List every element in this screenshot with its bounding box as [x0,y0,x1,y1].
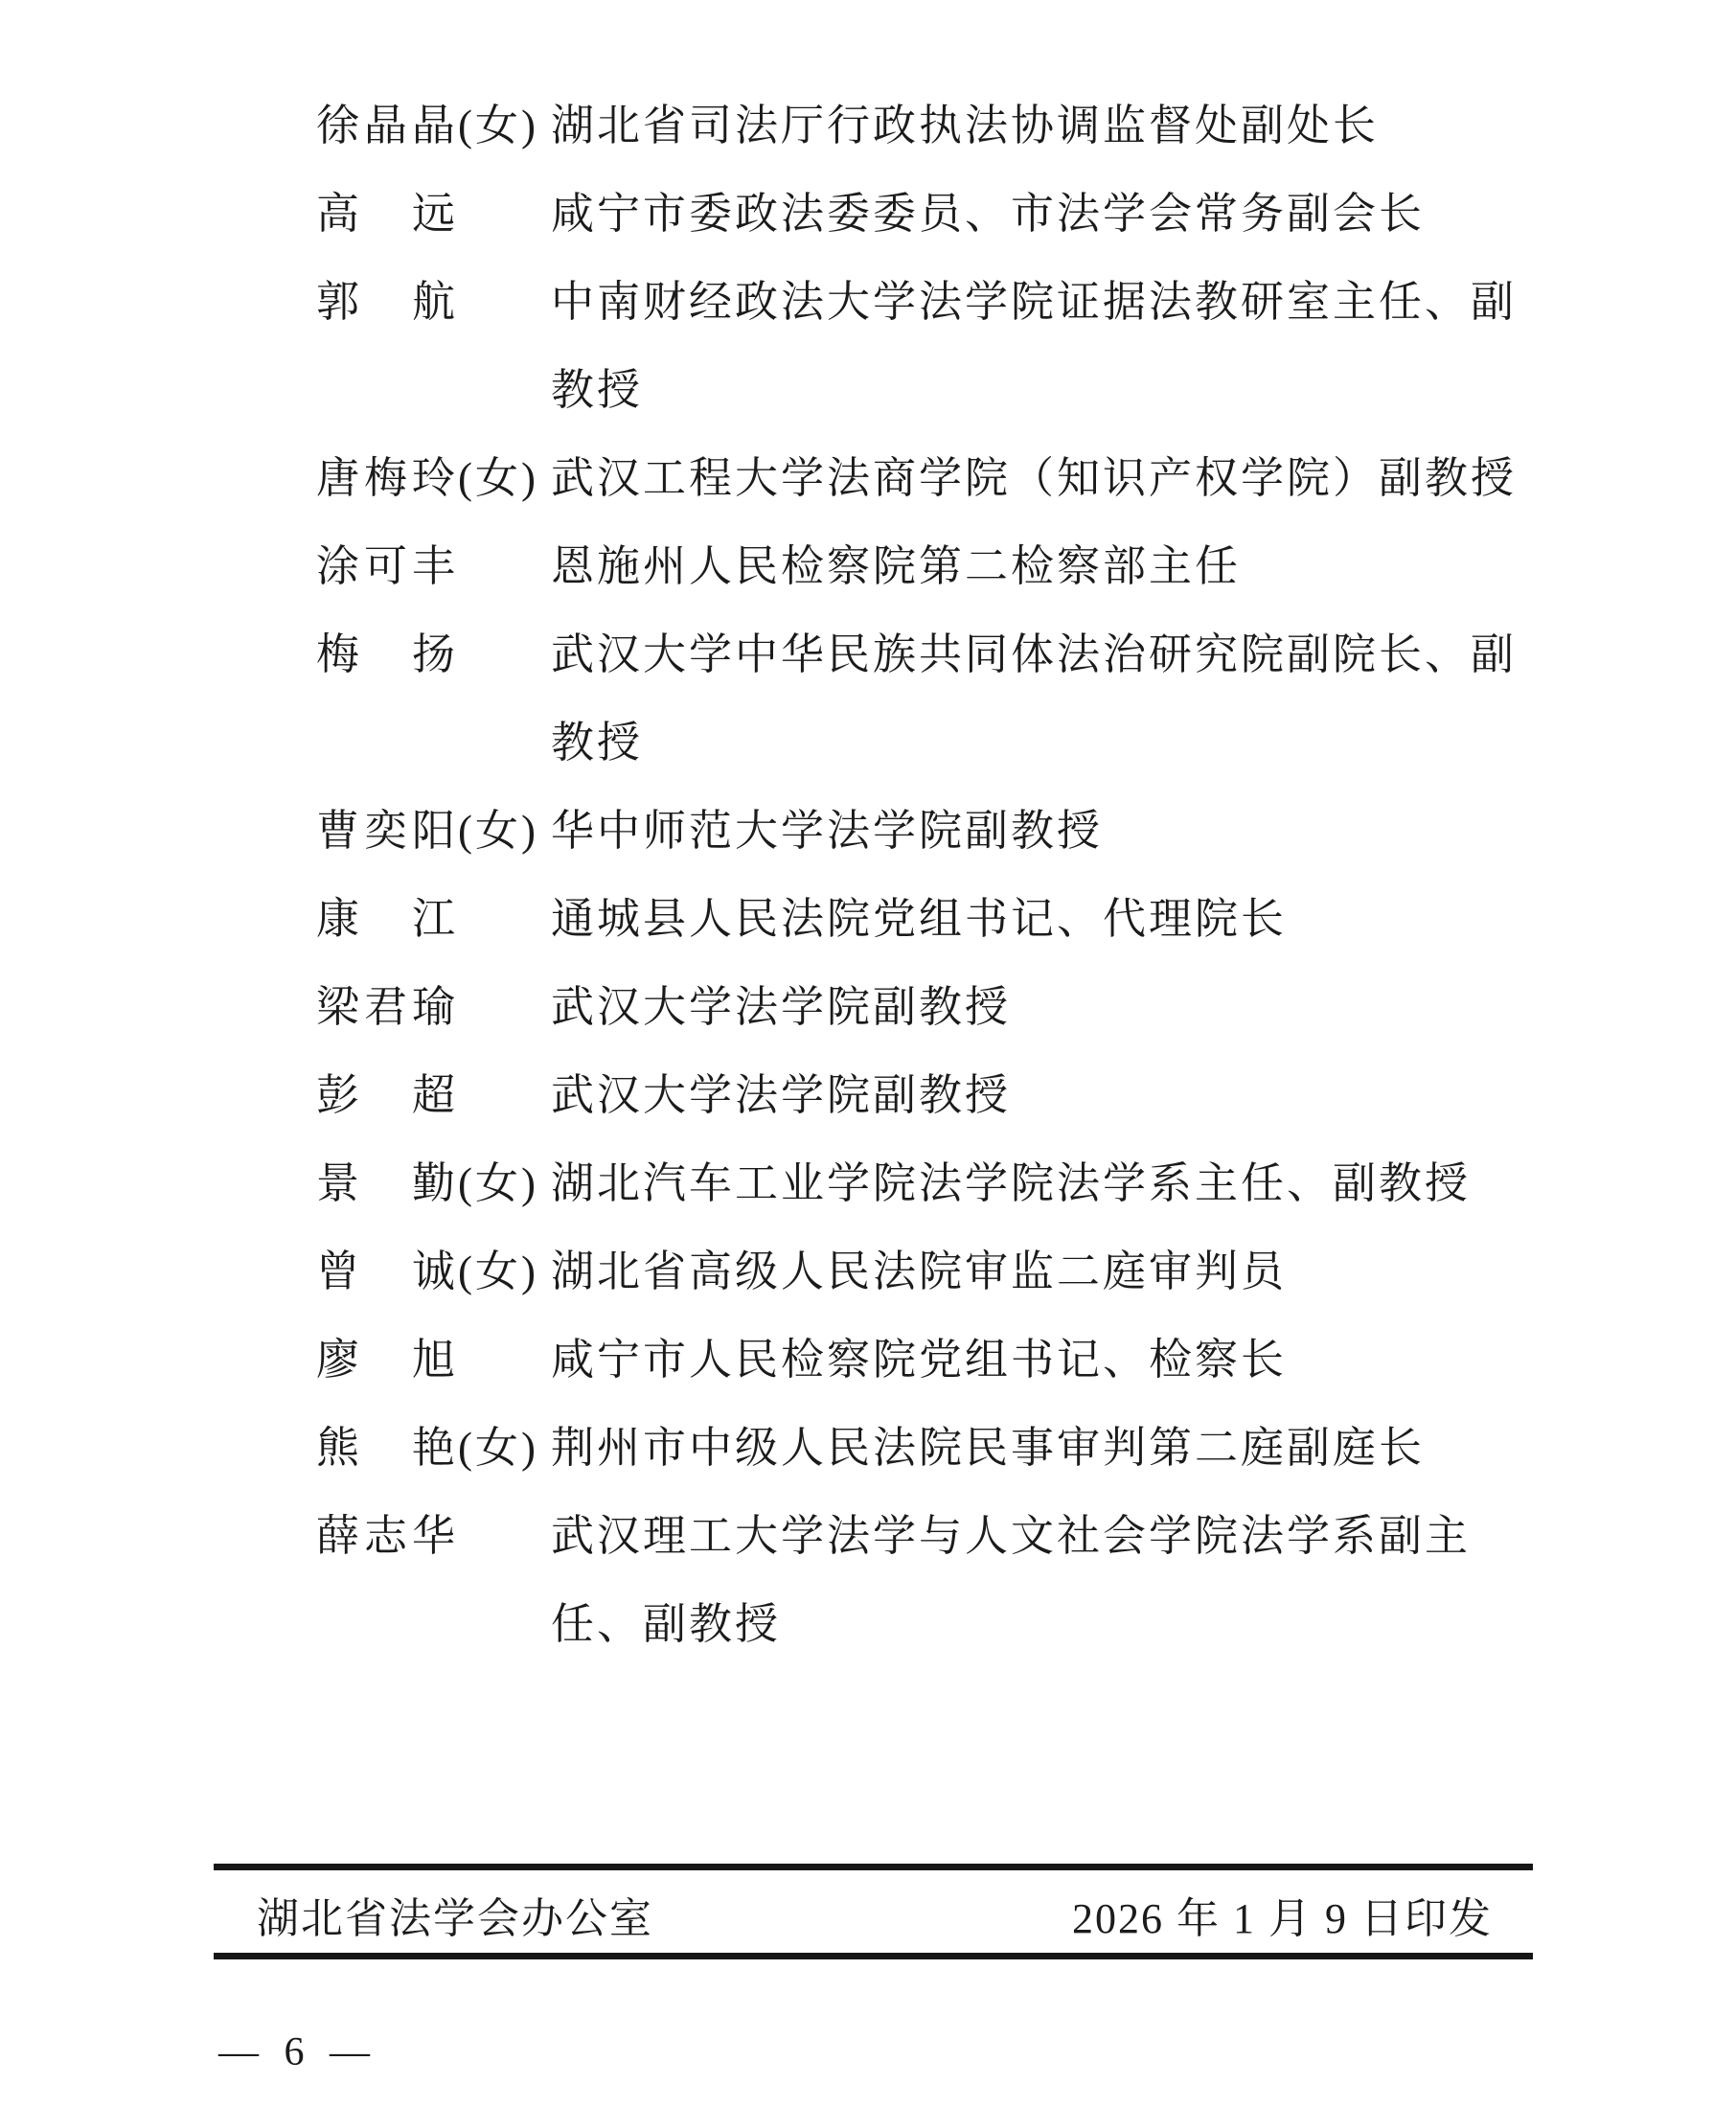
appointee-name: 梁君瑜 [316,983,458,1031]
position-line: 荆州市中级人民法院民事审判第二庭副庭长 [551,1424,1426,1472]
position-line: 湖北汽车工业学院法学院法学系主任、副教授 [551,1159,1472,1207]
appointee-entry [316,258,1573,434]
gender-note: (女) [458,102,538,149]
appointee-name: 涂可丰 [316,542,458,590]
position-line: 武汉工程大学法商学院（知识产权学院）副教授 [551,454,1518,502]
appointee-name: 曾诚 [316,1248,458,1295]
position-line: 中南财经政法大学法学院证据法教研室主任、副 [551,278,1518,326]
position-text [551,1404,1573,1492]
position-line: 教授 [551,366,644,414]
gender-note: (女) [458,807,538,855]
position-line: 武汉理工大学法学与人文社会学院法学系副主 [551,1512,1472,1560]
appointee-name: 唐梅玲 [316,454,458,502]
appointee-name: 高远 [316,190,458,238]
position-line: 咸宁市人民检察院党组书记、检察长 [551,1336,1288,1384]
position-text [551,1139,1573,1227]
issuing-office: 湖北省法学会办公室 [257,1895,653,1942]
appointee-name: 郭航 [316,278,458,326]
appointee-entry [316,963,1573,1051]
appointee-entry [316,1492,1573,1668]
appointee-entry [316,522,1573,610]
gender-note: (女) [458,1159,538,1207]
gender-note: (女) [458,1424,538,1472]
appointee-entry [316,170,1573,258]
appointee-entry [316,1139,1573,1227]
footer-bottom-rule [214,1953,1533,1959]
appointee-entry [316,1227,1573,1316]
position-line: 湖北省高级人民法院审监二庭审判员 [551,1248,1288,1295]
position-line: 任、副教授 [551,1600,782,1648]
page-number: — 6 — [218,2030,377,2074]
position-line: 华中师范大学法学院副教授 [551,807,1104,855]
appointee-name: 薛志华 [316,1512,458,1560]
position-text [551,258,1573,434]
position-text [551,963,1573,1051]
gender-note: (女) [458,454,538,502]
appointee-name: 康江 [316,895,458,943]
appointee-name: 徐晶晶 [316,102,458,149]
position-line: 咸宁市委政法委委员、市法学会常务副会长 [551,190,1426,238]
appointee-entry [316,787,1573,875]
position-line: 恩施州人民检察院第二检察部主任 [551,542,1242,590]
appointee-entry [316,1051,1573,1139]
position-line: 教授 [551,719,644,767]
appointee-entry [316,1404,1573,1492]
position-text [551,1051,1573,1139]
appointee-name: 景勤 [316,1159,458,1207]
position-line: 湖北省司法厅行政执法协调监督处副处长 [551,102,1380,149]
footer-row [214,1886,1533,1943]
print-date: 2026 年 1 月 9 日印发 [1072,1895,1493,1942]
appointee-name: 彭超 [316,1071,458,1119]
appointee-name: 廖旭 [316,1336,458,1384]
position-text [551,1492,1573,1668]
appointee-list [316,81,1573,1668]
appointee-name: 熊艳 [316,1424,458,1472]
appointee-entry [316,610,1573,787]
position-line: 武汉大学法学院副教授 [551,983,1012,1031]
appointee-entry [316,1316,1573,1404]
appointee-name: 曹奕阳 [316,807,458,855]
position-text [551,787,1573,875]
position-line: 通城县人民法院党组书记、代理院长 [551,895,1288,943]
position-text [551,81,1573,170]
position-line: 武汉大学中华民族共同体法治研究院副院长、副 [551,630,1518,678]
position-text [551,1316,1573,1404]
position-text [551,170,1573,258]
appointee-entry [316,81,1573,170]
gender-note: (女) [458,1248,538,1295]
appointee-name: 梅扬 [316,630,458,678]
appointee-entry [316,875,1573,963]
position-text [551,434,1573,522]
position-text [551,522,1573,610]
position-line: 武汉大学法学院副教授 [551,1071,1012,1119]
appointee-entry [316,434,1573,522]
footer-top-rule [214,1864,1533,1870]
position-text [551,875,1573,963]
position-text [551,1227,1573,1316]
position-text [551,610,1573,787]
